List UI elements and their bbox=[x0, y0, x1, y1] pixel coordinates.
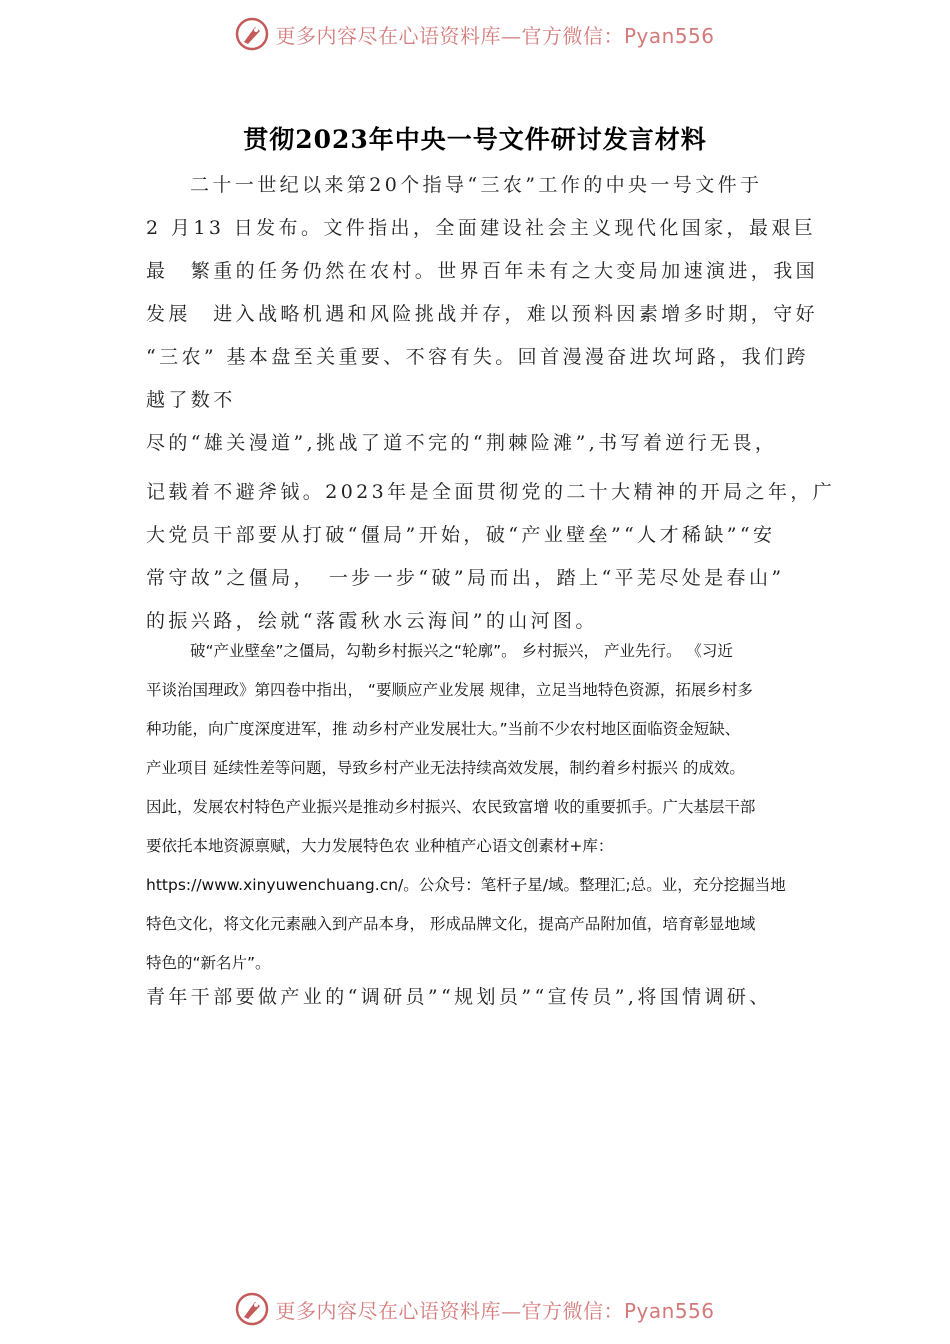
pen-nib-logo-icon bbox=[235, 17, 269, 51]
paragraph-4: 青年干部要做产业的“调研员”“规划员”“宣传员”,将国情调研、 bbox=[146, 986, 772, 1008]
paragraph-3 bbox=[146, 632, 826, 983]
text-line: 破“产业壁垒”之僵局，勾勒乡村振兴之“轮廓”。 乡村振兴， 产业先行。 《习近 bbox=[190, 642, 733, 660]
text-line: 最 繁重的任务仍然在农村。世界百年未有之大变局加速演进，我国 bbox=[146, 260, 819, 282]
paragraph-2 bbox=[146, 422, 836, 643]
text-line: 越了数不 bbox=[146, 389, 236, 411]
text-line: 记载着不避斧钺。2023年是全面贯彻党的二十大精神的开局之年，广 bbox=[146, 481, 836, 503]
text-line: “三农” 基本盘至关重要、不容有失。回首漫漫奋进坎坷路，我们跨 bbox=[146, 346, 809, 368]
text-line: 尽的“雄关漫道”,挑战了道不完的“荆棘险滩”,书写着逆行无畏， bbox=[146, 432, 778, 454]
text-line: 因此，发展农村特色产业振兴是推动乡村振兴、农民致富增 收的重要抓手。广大基层干部 bbox=[146, 798, 756, 816]
text-line: 的振兴路，绘就“落霞秋水云海间”的山河图。 bbox=[146, 610, 598, 632]
text-line: 大党员干部要从打破“僵局”开始，破“产业壁垒”“人才稀缺”“安 bbox=[146, 524, 776, 546]
text-line: 2 月13 日发布。文件指出，全面建设社会主义现代化国家，最艰巨 bbox=[146, 217, 817, 239]
footer-watermark bbox=[0, 1289, 950, 1329]
text-line: 特色文化，将文化元素融入到产品本身， 形成品牌文化，提高产品附加值，培育彰显地域 bbox=[146, 915, 756, 933]
text-line: 产业项目 延续性差等问题，导致乡村产业无法持续高效发展，制约着乡村振兴 的成效。 bbox=[146, 759, 745, 777]
document-title: 贯彻2023年中央一号文件研讨发言材料 bbox=[243, 125, 707, 154]
header-watermark bbox=[0, 14, 950, 54]
watermark-text: 更多内容尽在心语资料库—官方微信：Pyan556 bbox=[275, 1298, 715, 1323]
text-line: https://www.xinyuwenchuang.cn/。公众号：笔杆子星/域。整理汇;总。业，充分挖掘当地 bbox=[146, 876, 786, 894]
text-line: 平谈治国理政》第四卷中指出， “要顺应产业发展 规律，立足当地特色资源，拓展乡村多 bbox=[146, 681, 753, 699]
text-line: 要依托本地资源禀赋，大力发展特色农 业种植产心语文创素材+库： bbox=[146, 837, 614, 855]
text-line: 二十一世纪以来第20个指导“三农”工作的中央一号文件于 bbox=[190, 174, 763, 196]
text-line: 特色的“新名片”。 bbox=[146, 954, 271, 972]
pen-nib-logo-icon bbox=[235, 1292, 269, 1326]
watermark-text: 更多内容尽在心语资料库—官方微信：Pyan556 bbox=[275, 23, 715, 48]
paragraph-1 bbox=[146, 164, 826, 422]
text-line: 发展 进入战略机遇和风险挑战并存，难以预料因素增多时期，守好 bbox=[146, 303, 819, 325]
text-line: 种功能，向广度深度进军，推 动乡村产业发展壮大。”当前不少农村地区面临资金短缺、 bbox=[146, 720, 741, 738]
text-line: 常守故”之僵局， 一步一步“破”局而出，踏上“平芜尽处是春山” bbox=[146, 567, 785, 589]
